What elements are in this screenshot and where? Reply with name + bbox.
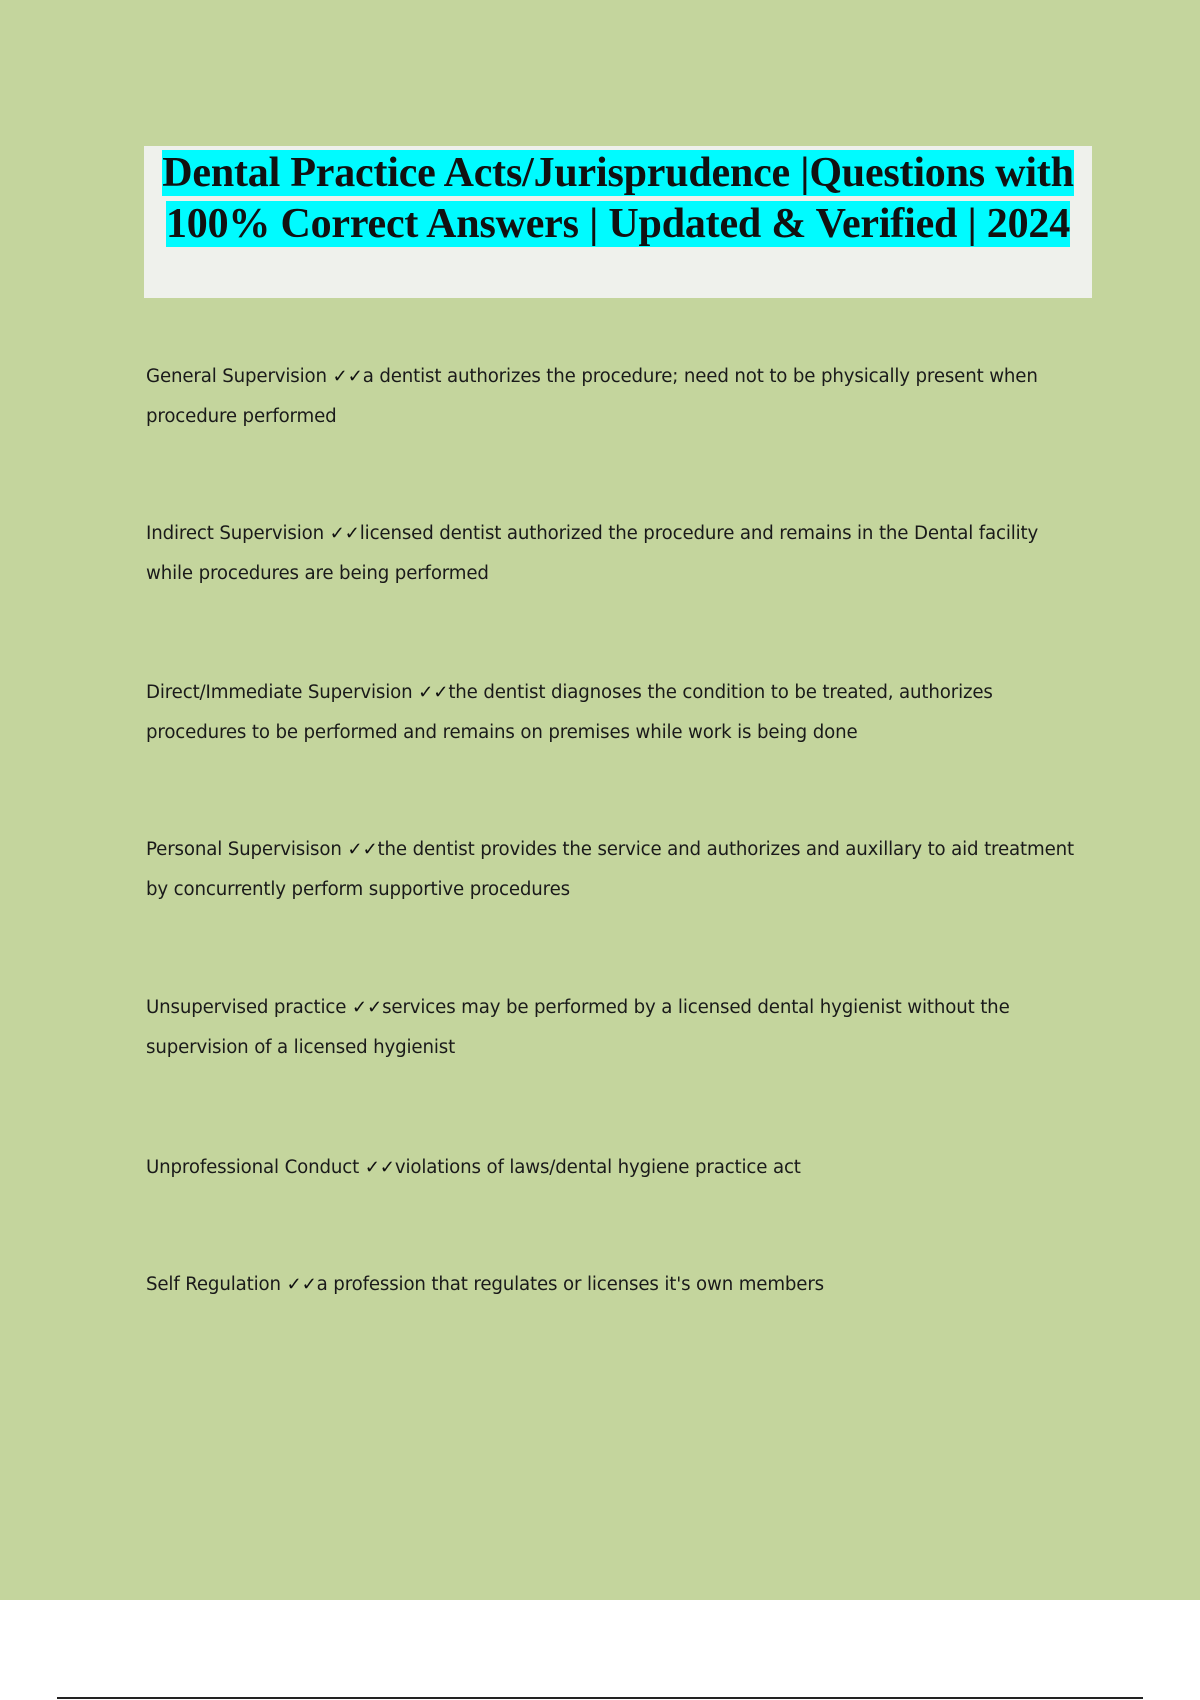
- qa-term: Unprofessional Conduct: [146, 1157, 360, 1178]
- title-box: [144, 146, 1092, 298]
- double-check-icon: ✓✓: [347, 839, 378, 860]
- qa-term: Personal Supervisison: [146, 839, 342, 860]
- double-check-icon: ✓✓: [364, 1157, 395, 1178]
- qa-term: Self Regulation: [146, 1274, 281, 1295]
- double-check-icon: ✓✓: [329, 523, 360, 544]
- qa-definition: the dentist diagnoses the condition to be treated, authorizes procedures to be performed and remains on premises while work is being done: [146, 682, 993, 743]
- qa-definition: violations of laws/dental hygiene practice act: [394, 1157, 801, 1178]
- qa-term: Direct/Immediate Supervision: [146, 682, 413, 703]
- qa-item-direct-supervision: [146, 673, 1086, 753]
- double-check-icon: ✓✓: [332, 366, 363, 387]
- double-check-icon: ✓✓: [351, 997, 383, 1018]
- qa-term: Indirect Supervision: [146, 523, 324, 544]
- qa-definition: licensed dentist authorized the procedure and remains in the Dental facility while procedures are being performed: [146, 523, 1039, 584]
- qa-term: General Supervision: [146, 366, 327, 387]
- qa-item-general-supervision: [146, 357, 1086, 437]
- footer-rule: [57, 1697, 1143, 1699]
- qa-term: Unsupervised practice: [146, 997, 347, 1018]
- qa-item-self-regulation: [146, 1265, 1086, 1305]
- qa-definition: a profession that regulates or licenses it's own members: [316, 1274, 825, 1295]
- double-check-icon: ✓✓: [418, 682, 449, 703]
- qa-definition: services may be performed by a licensed dental hygienist without the supervision of a licensed hygienist: [146, 997, 1010, 1058]
- double-check-icon: ✓✓: [286, 1274, 317, 1295]
- qa-definition: a dentist authorizes the procedure; need not to be physically present when procedure performed: [146, 366, 1038, 427]
- qa-item-indirect-supervision: [146, 514, 1086, 594]
- qa-definition: the dentist provides the service and authorizes and auxillary to aid treatment by concurrently perform supportive procedures: [146, 839, 1074, 900]
- document-title: [144, 148, 1092, 250]
- qa-item-unprofessional-conduct: [146, 1148, 1086, 1188]
- qa-item-personal-supervision: [146, 830, 1086, 910]
- document-title-text: Dental Practice Acts/Jurisprudence |Questions with 100% Correct Answers | Updated & Verified | 2024: [162, 150, 1074, 247]
- qa-item-unsupervised-practice: [146, 988, 1086, 1068]
